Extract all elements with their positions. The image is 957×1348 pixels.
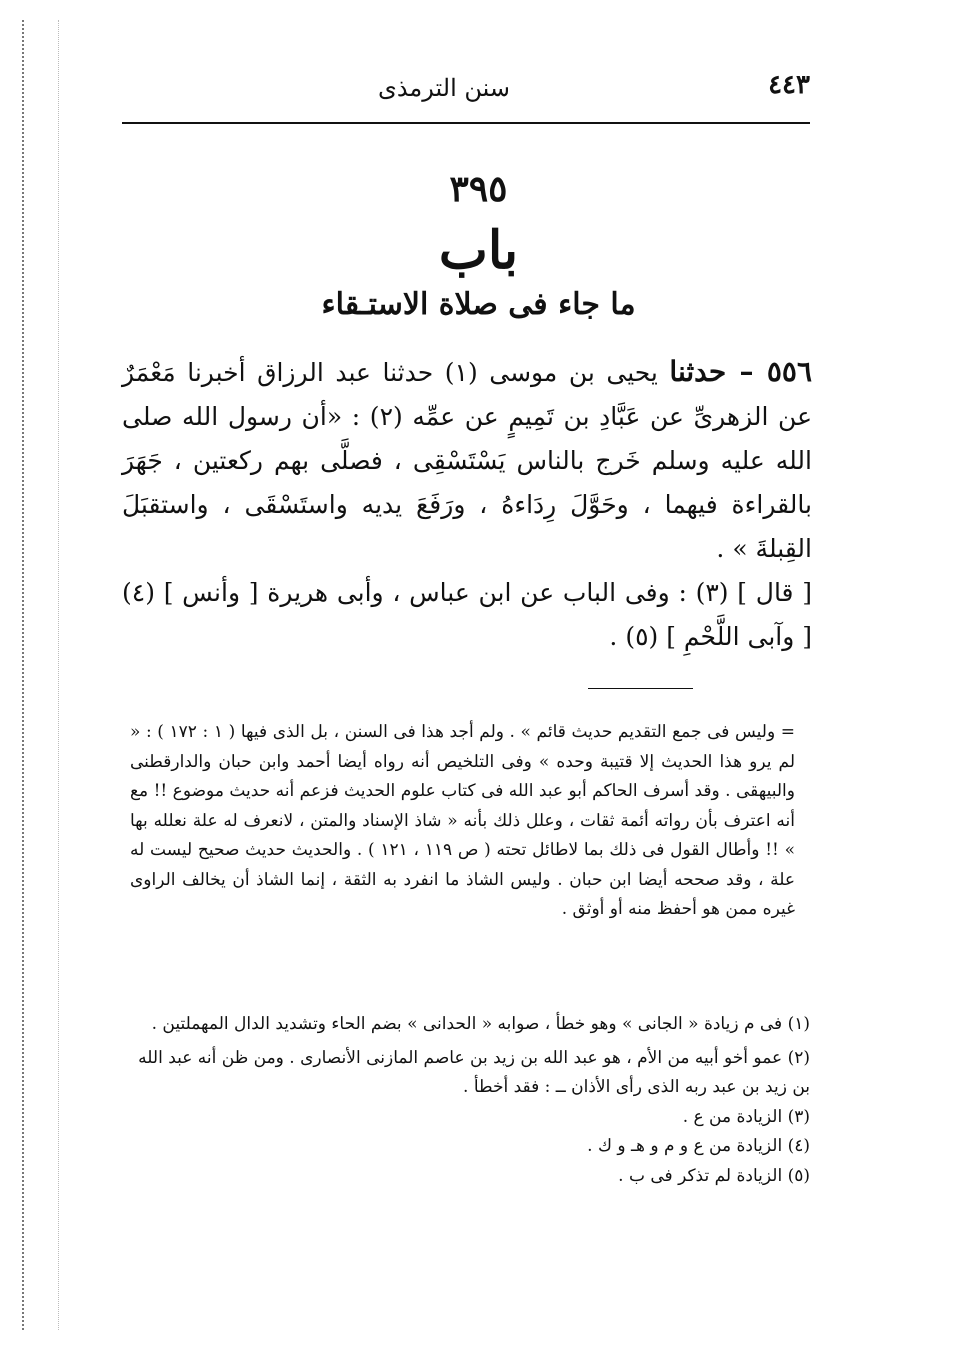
hadith-text: يحيى بن موسى (١) حدثنا عبد الرزاق أخبرنا مَعْمَرٌ عن الزهرىِّ عن عَبَّادِ بن تَمِيمٍ عن عمِّه (٢) : «أن رسول الله صلى الله عليه وسلم خَرج بالناس يَسْتَسْقِى ، فصلَّى بهم ركعتين ، جَهَرَ بالقراءة فيهما ، وحَوَّلَ رِدَاءهُ ، ورَفَعَ يديه واستَسْقَى ، واستقبَلَ القِبلةَ » . bbox=[122, 358, 813, 563]
footnotes bbox=[130, 1010, 810, 1191]
footnote-5: (٥) الزيادة لم تذكر فى ب . bbox=[618, 1165, 810, 1186]
notes-separator bbox=[588, 688, 693, 689]
scan-margin-dots-faint bbox=[58, 20, 59, 1330]
page-number: ٤٤٣ bbox=[768, 70, 810, 100]
chapter-title: ما جاء فى صلاة الاستـقاء bbox=[321, 287, 636, 322]
continued-note bbox=[130, 718, 795, 925]
hadith-body bbox=[122, 350, 812, 659]
footnote-4: (٤) الزيادة من ع و م و هـ و ك . bbox=[587, 1136, 810, 1156]
chapter-heading: باب bbox=[438, 220, 519, 281]
footnote-1: (١) فى م زيادة « الجانى » وهو خطأ ، صوابه « الحدانى » بضم الحاء وتشديد الدال المهملتين . bbox=[151, 1014, 810, 1034]
chapter-number: ٣٩٥ bbox=[449, 168, 508, 210]
footnote-2: (٢) عمو أخو أبيه من الأم ، هو عبد الله بن زيد بن عاصم المازنى الأنصارى . ومن ظن أنه عبد الله بن زيد بن عبد ربه الذى رأى الأذان ــ : فقد أخطأ . bbox=[138, 1047, 810, 1097]
scan-margin-dots bbox=[22, 20, 24, 1330]
header-rule bbox=[122, 122, 810, 124]
page-header bbox=[120, 62, 810, 118]
bab-note: [ قال ] (٣) : وفى الباب عن ابن عباس ، وأبى هريرة [ وأنس ] (٤) [ وآبى اللَّحْمِ ] (٥) . bbox=[122, 578, 812, 651]
book-title: سنن الترمذى bbox=[378, 74, 510, 102]
footnote-3: (٣) الزيادة من ع . bbox=[682, 1106, 810, 1127]
hadith-lead: ٥٥٦ – حدثنا bbox=[669, 355, 812, 388]
note-paragraph: = وليس فى جمع التقديم حديث قائم » . ولم أجد هذا فى السنن ، بل الذى فيها ( ١ : ١٧٢ ) : « لم يرو هذا الحديث إلا قتيبة وحده » وفى التلخيص أنه رواه أيضا أحمد وابن حبان والدارقطنى والبيهقى . وقد أسرف الحاكم أبو عبد الله فى كتاب علوم الحديث فزعم أنه حديث موضوع !! مع أنه اعترف بأن رواته أئمة ثقات ، وعلل ذلك بأنه « شاذ الإسناد والمتن ، لانعرف له علة نعلله بها » !! وأطال القول فى ذلك بما لاطائل تحته ( ص ١١٩ ، ١٢١ ) . والحديث حديث صحيح ليست له علة ، وقد صححه أيضا ابن حبان . وليس الشاذ ما انفرد به الثقة ، إنما الشاذ أن يخالف الراوى غيره ممن هو أحفظ منه أو أوثق . bbox=[130, 722, 796, 919]
